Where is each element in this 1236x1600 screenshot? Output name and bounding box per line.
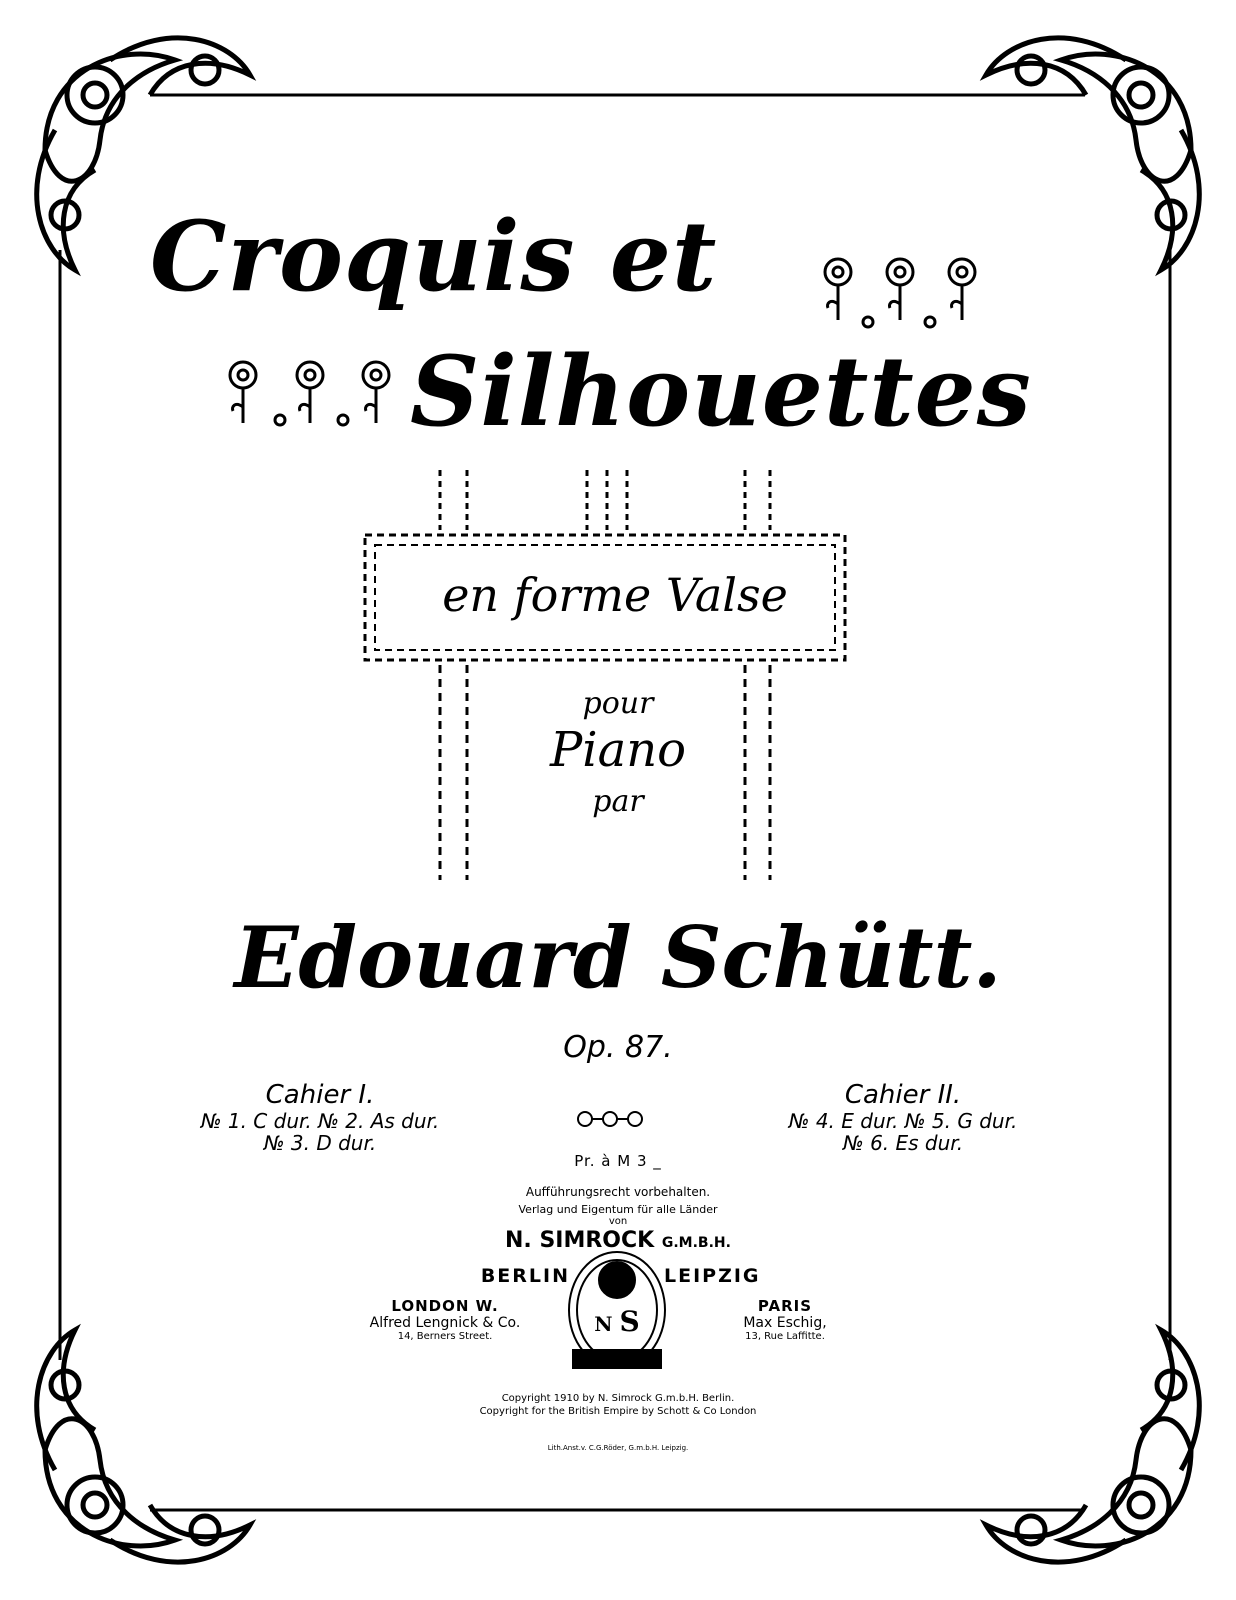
emblem-monogram xyxy=(583,1305,651,1338)
publisher xyxy=(418,1228,818,1253)
subtitle: en forme Valse xyxy=(442,568,788,622)
branch-london-agent: Alfred Lengnick & Co. xyxy=(369,1315,521,1331)
publisher-suffix: G.M.B.H. xyxy=(661,1235,731,1251)
cahier-2 xyxy=(748,1080,1058,1154)
corner-ornament-bottom-right xyxy=(986,1330,1199,1562)
opus-number: Op. 87. xyxy=(563,1030,673,1065)
cahier-1 xyxy=(170,1080,470,1154)
par-label: par xyxy=(592,784,644,819)
branch-london xyxy=(360,1297,530,1342)
city-berlin: BERLIN xyxy=(480,1265,570,1287)
emblem-letter-s: S xyxy=(619,1305,640,1338)
corner-ornament-top-right xyxy=(986,38,1199,270)
city-leipzig: LEIPZIG xyxy=(664,1265,761,1287)
hanging-garlands xyxy=(440,470,770,530)
cahier-1-title: Cahier I. xyxy=(265,1080,375,1110)
corner-ornament-bottom-left xyxy=(37,1330,250,1562)
cahier-2-line-2: № 6. Es dur. xyxy=(842,1131,964,1155)
branch-paris-agent: Max Eschig, xyxy=(743,1315,827,1331)
branch-london-city: LONDON W. xyxy=(391,1297,499,1315)
printer-credit: Lith.Anst.v. C.G.Röder, G.m.b.H. Leipzig. xyxy=(547,1444,689,1452)
pour-label: pour xyxy=(582,686,654,721)
ownership-notice: Verlag und Eigentum für alle Länder xyxy=(518,1203,718,1216)
flower-row-right xyxy=(825,259,975,327)
flower-row-left xyxy=(230,362,389,425)
von-label: von xyxy=(608,1216,628,1227)
copyright-line-1: Copyright 1910 by N. Simrock G.m.b.H. Berlin. xyxy=(501,1393,735,1404)
cahier-2-line-1: № 4. E dur. № 5. G dur. xyxy=(788,1109,1018,1133)
branch-paris-address: 13, Rue Laffitte. xyxy=(745,1331,825,1342)
branch-paris xyxy=(700,1297,870,1342)
emblem-letter-n: N xyxy=(594,1312,613,1336)
instrument: Piano xyxy=(549,722,687,778)
performance-rights: Aufführungsrecht vorbehalten. xyxy=(525,1185,711,1199)
composer-name: Edouard Schütt. xyxy=(234,908,1002,1007)
branch-london-address: 14, Berners Street. xyxy=(397,1331,493,1342)
price: Pr. à M 3 _ xyxy=(574,1152,662,1170)
cahier-2-title: Cahier II. xyxy=(844,1080,962,1110)
cahier-1-line-1: № 1. C dur. № 2. As dur. xyxy=(200,1109,440,1133)
title-line-1: Croquis et xyxy=(150,200,718,313)
copyright-line-2: Copyright for the British Empire by Schott & Co London xyxy=(479,1406,757,1417)
branch-paris-city: PARIS xyxy=(757,1297,813,1315)
publisher-name: N. SIMROCK xyxy=(505,1228,655,1253)
ring-ornament xyxy=(578,1112,642,1126)
cahier-1-line-2: № 3. D dur. xyxy=(263,1131,377,1155)
title-line-2: Silhouettes xyxy=(410,335,1032,448)
